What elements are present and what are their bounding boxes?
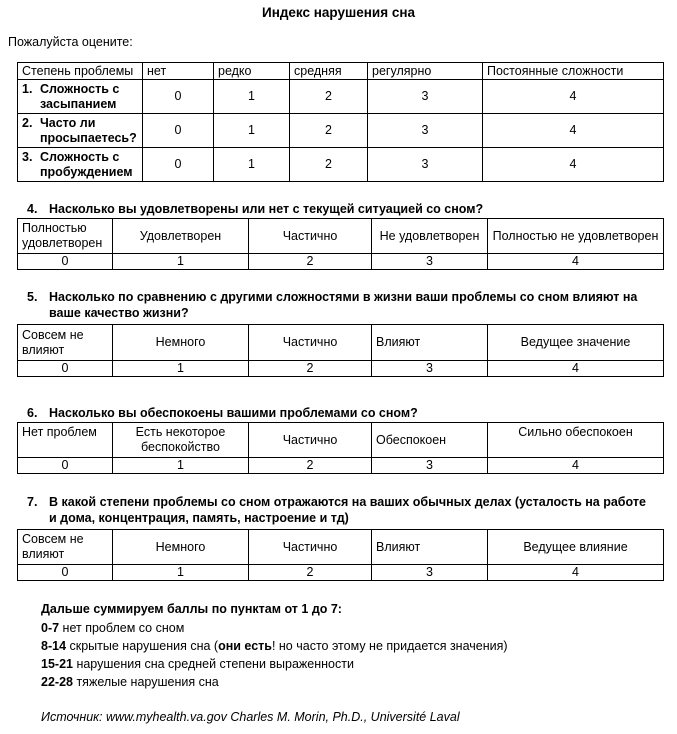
row-number: 3. xyxy=(22,149,33,164)
row-number: 2. xyxy=(22,115,33,130)
question-text: Насколько по сравнению с другими сложностями в жизни ваши проблемы со сном влияют на ваше качество жизни? xyxy=(49,290,638,320)
question-text: В какой степени проблемы со сном отражаются на ваших обычных делах (усталость на работе и дома, концентрация, память, настроение и тд) xyxy=(49,495,646,525)
score-cell: 0 xyxy=(143,80,214,114)
row-label xyxy=(18,148,143,182)
row-label-text: Сложность с засыпанием xyxy=(40,81,120,111)
score-cell: 1 xyxy=(214,148,290,182)
score-description: нет проблем со сном xyxy=(59,621,185,635)
question-7 xyxy=(27,494,657,526)
score-cell: 0 xyxy=(18,458,113,474)
source-citation: Источник: www.myhealth.va.gov Charles M. Morin, Ph.D., Université Laval xyxy=(41,710,460,724)
header-cell: Степень проблемы xyxy=(18,63,143,80)
score-cell: 0 xyxy=(143,148,214,182)
score-cell: 3 xyxy=(372,254,488,270)
score-cell: 4 xyxy=(488,458,664,474)
score-cell: 3 xyxy=(368,148,483,182)
score-cell: 4 xyxy=(483,80,664,114)
option-label: Частично xyxy=(249,219,372,254)
score-range: 0-7 xyxy=(41,621,60,635)
header-cell: средняя xyxy=(290,63,368,80)
option-label: Совсем не влияют xyxy=(18,530,113,565)
score-cell: 3 xyxy=(368,114,483,148)
option-label: Полностью не удовлетворен xyxy=(488,219,664,254)
option-label: Нет проблем xyxy=(18,423,113,458)
table-header-row xyxy=(18,63,664,80)
score-range: 8-14 xyxy=(41,639,67,653)
option-label: Частично xyxy=(249,325,372,361)
header-cell: Постоянные сложности xyxy=(483,63,664,80)
summary-heading: Дальше суммируем баллы по пунктам от 1 до 7: xyxy=(41,602,342,616)
options-row xyxy=(18,530,664,565)
summary-line xyxy=(41,639,508,653)
score-cell: 0 xyxy=(18,361,113,377)
question-number: 7. xyxy=(27,495,38,509)
score-cell: 3 xyxy=(372,565,488,581)
values-row xyxy=(18,361,664,377)
score-range: 22-28 xyxy=(41,675,73,689)
header-cell: регулярно xyxy=(368,63,483,80)
page-title: Индекс нарушения сна xyxy=(261,5,416,20)
values-row xyxy=(18,565,664,581)
options-row xyxy=(18,423,664,458)
score-description: тяжелые нарушения сна xyxy=(72,675,219,689)
score-cell: 0 xyxy=(18,254,113,270)
option-label: Влияют xyxy=(372,325,488,361)
option-label: Частично xyxy=(249,530,372,565)
score-cell: 4 xyxy=(488,361,664,377)
options-row xyxy=(18,219,664,254)
summary-line xyxy=(41,621,184,635)
score-cell: 2 xyxy=(249,565,372,581)
row-label xyxy=(18,114,143,148)
option-label: Ведущее значение xyxy=(488,325,664,361)
question-6 xyxy=(27,405,657,421)
severity-table xyxy=(17,62,664,182)
option-label: Немного xyxy=(113,325,249,361)
question-4 xyxy=(27,201,657,217)
row-label-text: Сложность с пробуждением xyxy=(40,149,133,179)
q5-table xyxy=(17,324,664,377)
q6-table xyxy=(17,422,664,474)
score-cell: 1 xyxy=(113,565,249,581)
score-cell: 3 xyxy=(372,361,488,377)
score-cell: 2 xyxy=(290,148,368,182)
question-number: 6. xyxy=(27,406,38,420)
option-label: Сильно обеспокоен xyxy=(488,423,664,458)
score-description: скрытые нарушения сна ( xyxy=(66,639,219,653)
option-label: Полностью удовлетворен xyxy=(18,219,113,254)
q4-table xyxy=(17,218,664,270)
table-row xyxy=(18,80,664,114)
option-label: Не удовлетворен xyxy=(372,219,488,254)
option-label: Частично xyxy=(249,423,372,458)
score-cell: 3 xyxy=(368,80,483,114)
score-cell: 0 xyxy=(18,565,113,581)
header-cell: редко xyxy=(214,63,290,80)
score-cell: 2 xyxy=(249,361,372,377)
score-cell: 2 xyxy=(290,80,368,114)
score-cell: 4 xyxy=(483,114,664,148)
option-label: Ведущее влияние xyxy=(488,530,664,565)
score-cell: 1 xyxy=(214,80,290,114)
score-cell: 1 xyxy=(113,254,249,270)
question-text: Насколько вы обеспокоены вашими проблемами со сном? xyxy=(49,406,418,420)
header-cell: нет xyxy=(143,63,214,80)
row-number: 1. xyxy=(22,81,33,96)
score-cell: 1 xyxy=(113,361,249,377)
score-cell: 4 xyxy=(483,148,664,182)
q7-table xyxy=(17,529,664,581)
values-row xyxy=(18,254,664,270)
score-cell: 0 xyxy=(143,114,214,148)
summary-line xyxy=(41,675,219,689)
option-label: Есть некоторое беспокойство xyxy=(113,423,249,458)
score-cell: 4 xyxy=(488,565,664,581)
score-cell: 4 xyxy=(488,254,664,270)
table-row xyxy=(18,114,664,148)
score-cell: 2 xyxy=(249,458,372,474)
option-label: Совсем не влияют xyxy=(18,325,113,361)
intro-text: Пожалуйста оцените: xyxy=(8,35,133,49)
score-description: нарушения сна средней степени выраженности xyxy=(72,657,354,671)
score-emphasis: они есть xyxy=(218,639,272,653)
score-cell: 2 xyxy=(249,254,372,270)
option-label: Удовлетворен xyxy=(113,219,249,254)
option-label: Обеспокоен xyxy=(372,423,488,458)
score-cell: 1 xyxy=(214,114,290,148)
score-range: 15-21 xyxy=(41,657,73,671)
row-label xyxy=(18,80,143,114)
table-row xyxy=(18,148,664,182)
question-number: 5. xyxy=(27,290,38,304)
options-row xyxy=(18,325,664,361)
question-text: Насколько вы удовлетворены или нет с текущей ситуацией со сном? xyxy=(49,202,484,216)
score-cell: 3 xyxy=(372,458,488,474)
option-label: Влияют xyxy=(372,530,488,565)
score-cell: 1 xyxy=(113,458,249,474)
option-label: Немного xyxy=(113,530,249,565)
question-number: 4. xyxy=(27,202,38,216)
score-description-tail: ! но часто этому не придается значения) xyxy=(271,639,508,653)
summary-line xyxy=(41,657,354,671)
row-label-text: Часто ли просыпаетесь? xyxy=(40,115,137,145)
score-cell: 2 xyxy=(290,114,368,148)
question-5 xyxy=(27,289,657,321)
values-row xyxy=(18,458,664,474)
